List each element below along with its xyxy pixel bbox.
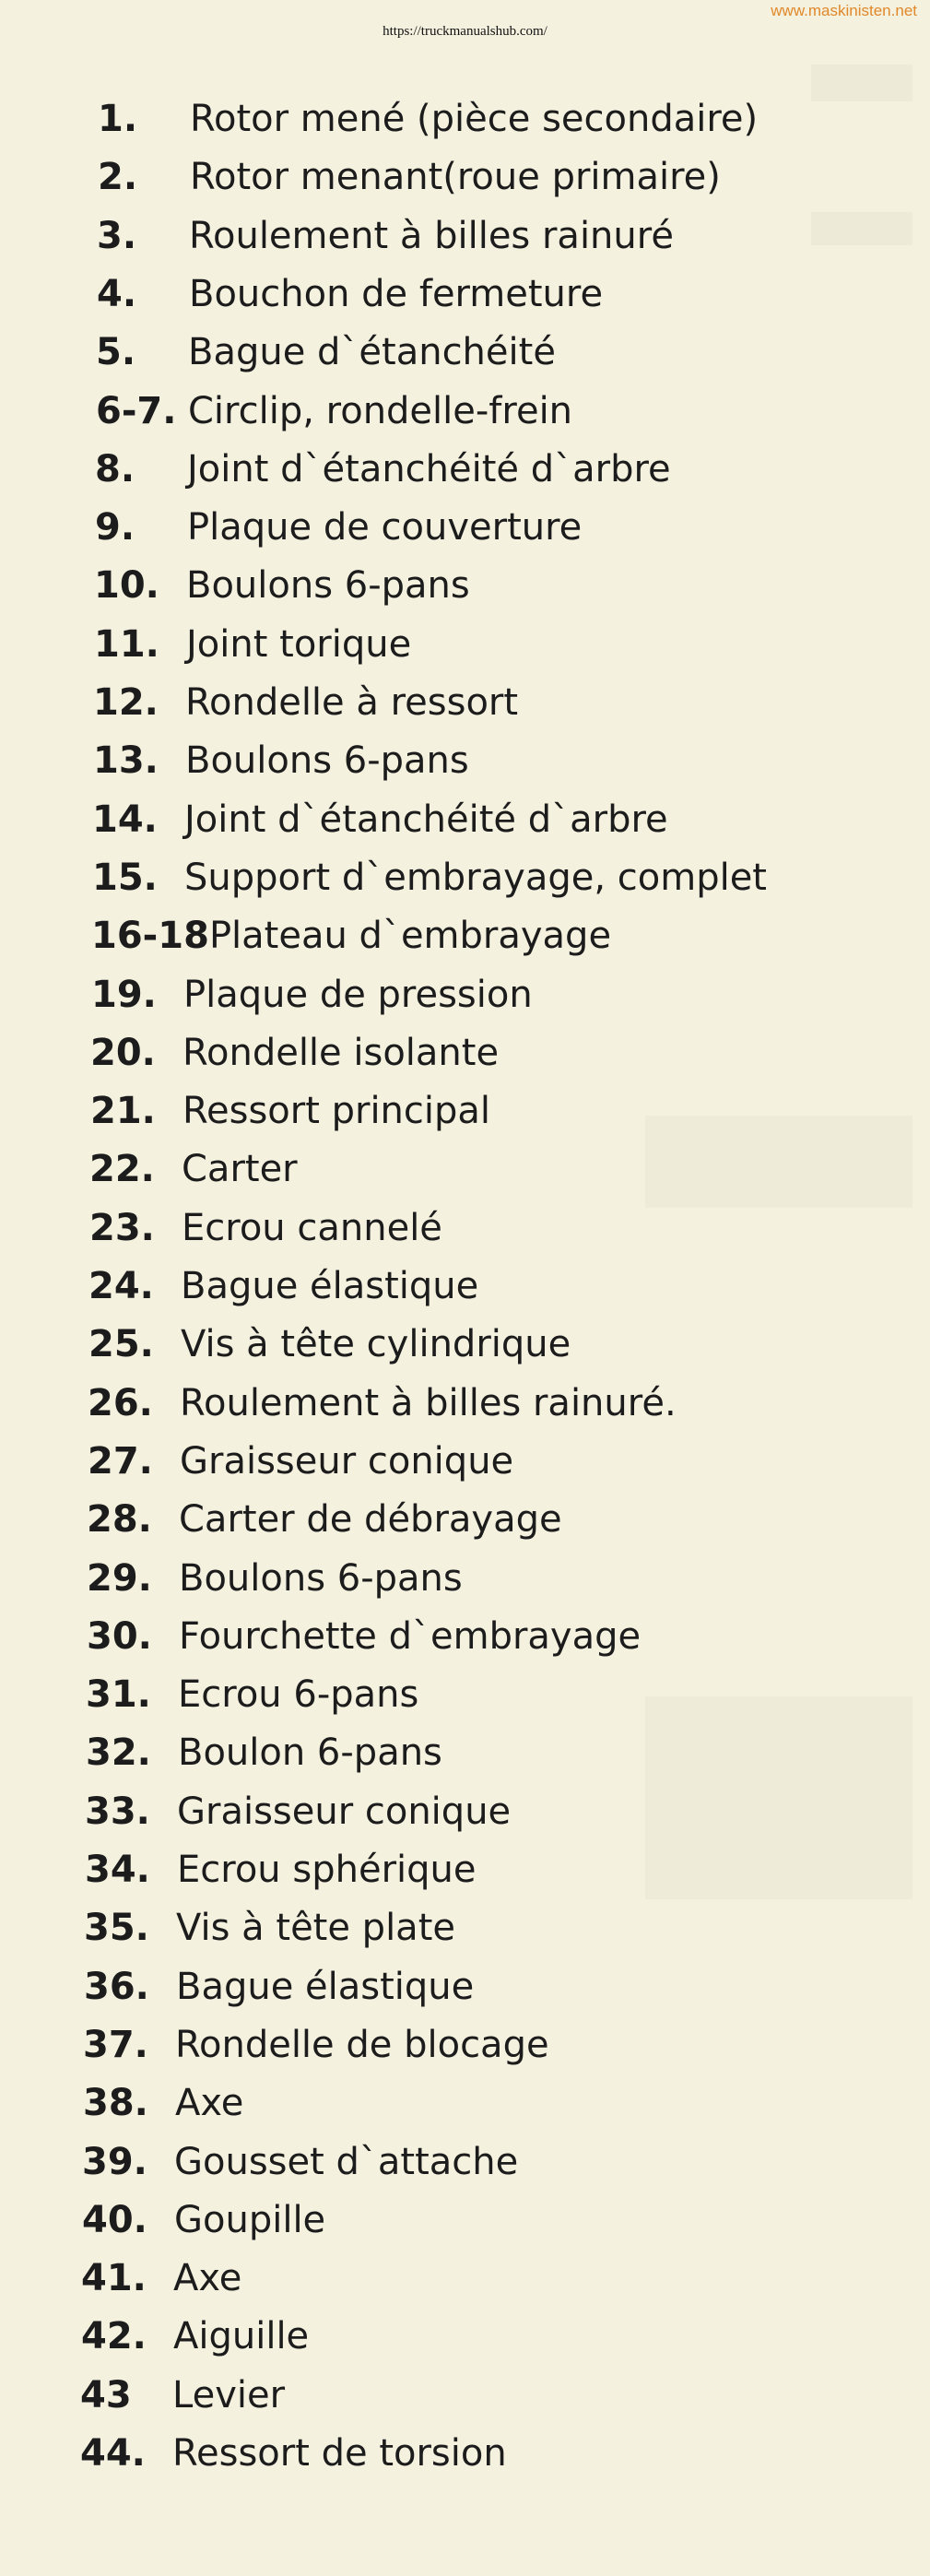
item-number: 11.	[94, 622, 159, 666]
item-number: 2.	[98, 156, 138, 199]
item-number: 12.	[93, 681, 159, 724]
item-number: 28.	[87, 1498, 152, 1542]
item-number: 19.	[91, 973, 157, 1016]
item-label: Fourchette d`embrayage	[179, 1614, 642, 1658]
list-item	[87, 1491, 562, 1548]
item-number: 44.	[80, 2432, 146, 2475]
item-label: Vis à tête cylindrique	[181, 1323, 571, 1366]
item-label: Carter de débrayage	[179, 1498, 562, 1542]
list-item	[86, 1724, 442, 1781]
list-item	[83, 2074, 243, 2132]
item-number: 24.	[88, 1265, 154, 1307]
list-item	[88, 1433, 513, 1490]
list-item	[98, 148, 721, 206]
list-item	[80, 2367, 285, 2424]
item-number: 13.	[93, 739, 159, 783]
item-label: Boulons 6-pans	[179, 1556, 463, 1600]
list-item	[94, 557, 470, 614]
list-item	[81, 2308, 309, 2365]
list-item	[84, 1958, 474, 2015]
item-label: Gousset d`attache	[174, 2140, 519, 2183]
item-number: 33.	[85, 1790, 150, 1833]
list-item	[90, 1082, 490, 1140]
item-number: 16-18	[91, 915, 209, 958]
list-item	[84, 1899, 455, 1956]
item-number: 39.	[82, 2140, 147, 2183]
item-label: Plaque de pression	[183, 973, 533, 1016]
item-number: 42.	[81, 2315, 147, 2358]
bleed-through-shadow	[811, 212, 912, 245]
list-item	[92, 791, 668, 848]
item-label: Roulement à billes rainuré.	[180, 1381, 677, 1424]
item-number: 20.	[90, 1031, 156, 1074]
item-number: 4.	[97, 272, 137, 315]
item-number: 34.	[85, 1849, 150, 1891]
list-item	[87, 1608, 641, 1665]
item-label: Bouchon de fermeture	[189, 272, 604, 315]
item-number: 26.	[88, 1381, 153, 1424]
item-label: Rotor menant(roue primaire)	[190, 156, 721, 199]
item-number: 21.	[90, 1090, 156, 1133]
list-item	[95, 499, 582, 556]
item-label: Roulement à billes rainuré	[189, 214, 674, 257]
list-item	[88, 1258, 478, 1315]
item-number: 10.	[94, 564, 159, 608]
list-item	[91, 966, 533, 1023]
item-number: 6-7.	[96, 389, 177, 432]
item-label: Boulons 6-pans	[186, 564, 470, 608]
list-item	[89, 1199, 442, 1257]
item-label: Ecrou cannelé	[182, 1206, 442, 1249]
bleed-through-shadow	[811, 65, 912, 101]
item-label: Aiguille	[173, 2315, 310, 2358]
list-item	[85, 1783, 511, 1840]
item-number: 43	[80, 2373, 132, 2416]
list-item	[93, 674, 518, 731]
item-number: 14.	[92, 798, 158, 841]
item-label: Carter	[182, 1148, 298, 1191]
item-number: 37.	[83, 2023, 148, 2066]
list-item	[81, 2250, 241, 2307]
item-label: Rondelle isolante	[182, 1031, 500, 1074]
item-number: 41.	[81, 2257, 147, 2300]
list-item	[95, 441, 671, 498]
item-number: 15.	[92, 856, 158, 899]
item-number: 9.	[95, 506, 135, 549]
list-item	[96, 324, 556, 381]
item-label: Plaque de couverture	[187, 506, 583, 549]
item-label: Rotor mené (pièce secondaire)	[190, 98, 759, 140]
item-label: Bague élastique	[176, 1965, 475, 2008]
list-item	[83, 2016, 549, 2074]
item-label: Axe	[173, 2257, 242, 2300]
item-label: Joint torique	[186, 622, 412, 666]
list-item	[88, 1316, 571, 1373]
list-item	[91, 907, 611, 964]
list-item	[88, 1375, 677, 1432]
list-item	[85, 1841, 476, 1898]
list-item	[82, 2192, 325, 2249]
list-item	[98, 90, 758, 148]
list-item	[90, 1024, 499, 1081]
item-number: 3.	[97, 214, 137, 257]
watermark-text: www.maskinisten.net	[771, 2, 917, 19]
item-number: 40.	[82, 2198, 147, 2241]
list-item	[97, 207, 674, 265]
list-item	[87, 1550, 463, 1607]
bleed-through-shadow	[645, 1696, 912, 1899]
item-label: Boulons 6-pans	[185, 739, 469, 783]
item-label: Support d`embrayage, complet	[184, 856, 767, 899]
item-label: Goupille	[174, 2198, 326, 2241]
item-label: Joint d`étanchéité d`arbre	[187, 447, 671, 490]
item-label: Bague d`étanchéité	[188, 331, 556, 374]
item-number: 38.	[83, 2082, 148, 2125]
item-number: 1.	[98, 98, 138, 140]
item-label: Ecrou 6-pans	[178, 1673, 419, 1717]
source-url: https://truckmanualshub.com/	[383, 24, 547, 39]
item-number: 23.	[89, 1206, 155, 1249]
item-label: Rondelle à ressort	[185, 681, 519, 724]
item-label: Graisseur conique	[177, 1790, 512, 1833]
item-label: Rondelle de blocage	[175, 2023, 549, 2066]
item-number: 22.	[89, 1148, 155, 1191]
item-label: Bague élastique	[181, 1265, 479, 1307]
item-number: 31.	[86, 1673, 151, 1717]
item-number: 25.	[88, 1323, 154, 1366]
item-label: Circlip, rondelle-frein	[188, 389, 573, 432]
list-item	[89, 1140, 298, 1198]
item-label: Ressort principal	[182, 1090, 491, 1133]
item-label: Axe	[175, 2082, 244, 2125]
item-number: 5.	[96, 331, 136, 374]
bleed-through-shadow	[645, 1116, 912, 1208]
item-label: Ressort de torsion	[172, 2432, 507, 2475]
list-item	[92, 849, 767, 906]
list-item	[80, 2425, 507, 2482]
item-number: 30.	[87, 1614, 152, 1658]
list-item	[94, 616, 411, 673]
item-label: Graisseur conique	[180, 1439, 514, 1483]
list-item	[86, 1666, 418, 1723]
item-label: Ecrou sphérique	[177, 1849, 477, 1891]
item-number: 32.	[86, 1731, 151, 1775]
list-item	[97, 266, 603, 323]
item-number: 8.	[95, 447, 135, 490]
item-number: 35.	[84, 1907, 149, 1950]
list-item	[82, 2133, 518, 2191]
item-label: Vis à tête plate	[176, 1907, 455, 1950]
item-number: 27.	[88, 1439, 153, 1483]
item-number: 36.	[84, 1965, 149, 2008]
item-number: 29.	[87, 1556, 152, 1600]
item-label: Levier	[172, 2373, 286, 2416]
item-label: Joint d`étanchéité d`arbre	[184, 798, 668, 841]
list-item	[93, 732, 469, 789]
item-label: Plateau d`embrayage	[208, 915, 612, 958]
list-item	[96, 383, 572, 440]
item-label: Boulon 6-pans	[178, 1731, 442, 1775]
